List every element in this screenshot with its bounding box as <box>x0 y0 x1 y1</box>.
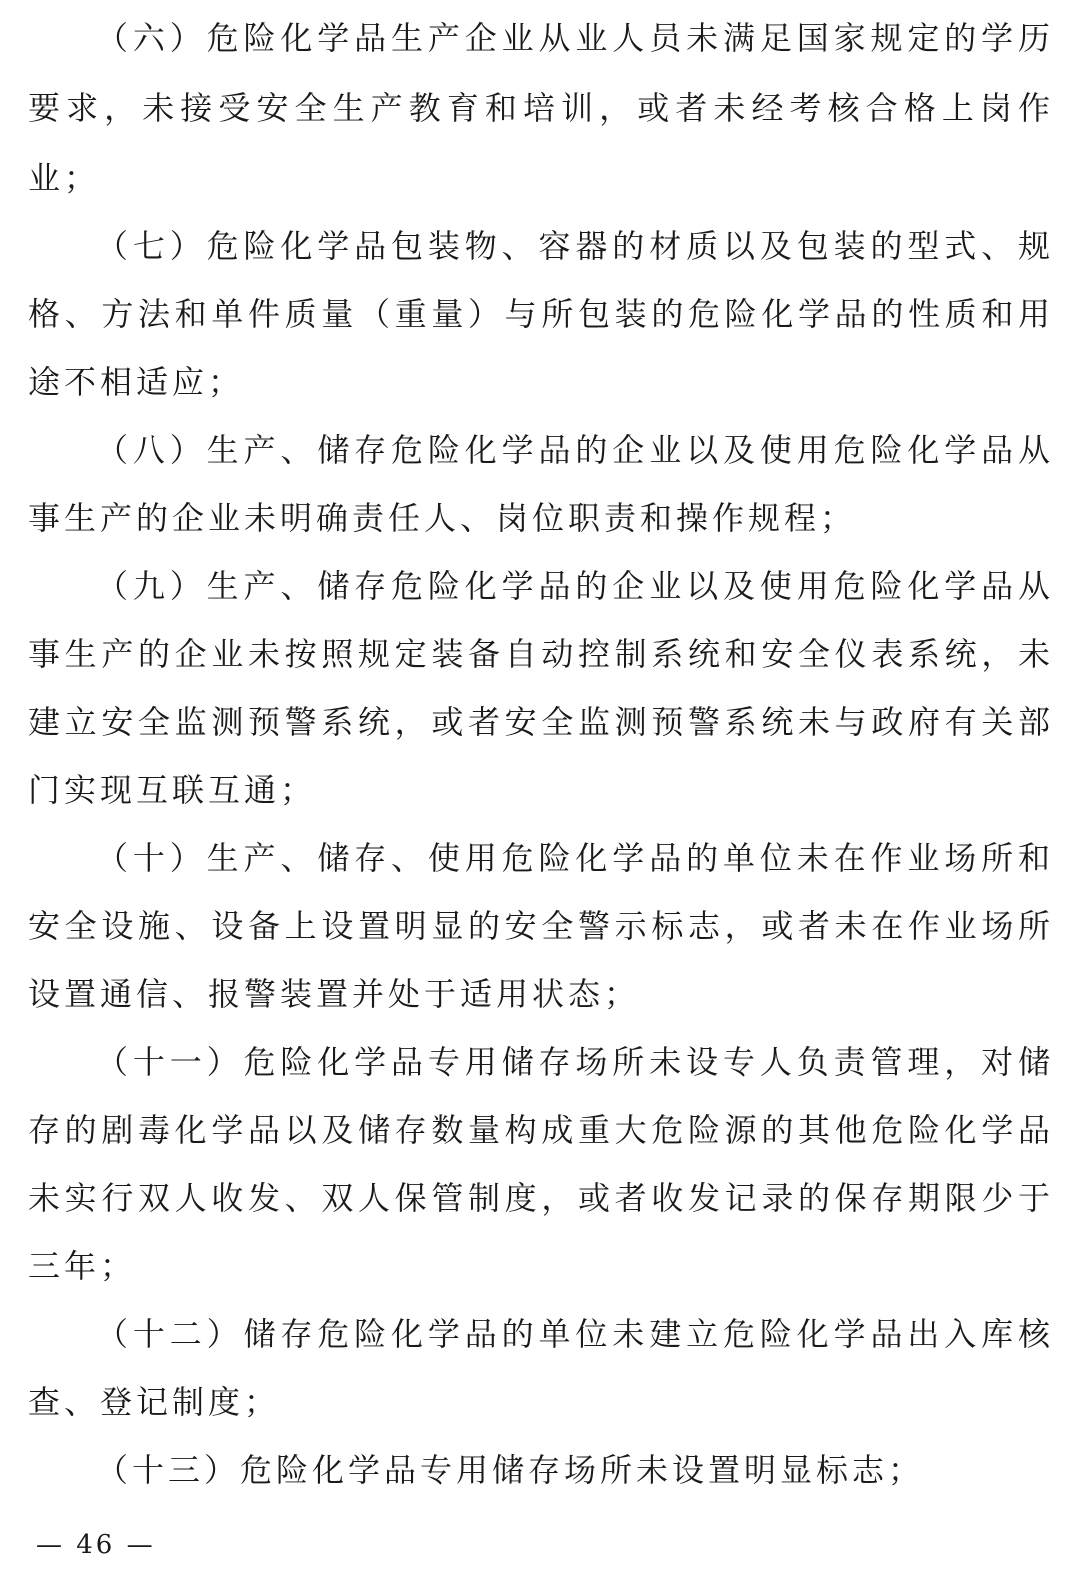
text-line-10: 事生产的企业未按照规定装备自动控制系统和安全仪表系统，未 <box>28 635 1054 673</box>
text-line-20: （十二）储存危险化学品的单位未建立危险化学品出入库核 <box>96 1315 1054 1353</box>
text-line-9: （九）生产、储存危险化学品的企业以及使用危险化学品从 <box>96 567 1054 605</box>
text-line-17: 存的剧毒化学品以及储存数量构成重大危险源的其他危险化学品 <box>28 1111 1054 1149</box>
text-line-21: 查、登记制度； <box>28 1383 281 1421</box>
text-line-18: 未实行双人收发、双人保管制度，或者收发记录的保存期限少于 <box>28 1179 1054 1217</box>
text-line-4: （七）危险化学品包装物、容器的材质以及包装的型式、规 <box>96 227 1054 265</box>
text-line-22: （十三）危险化学品专用储存场所未设置明显标志； <box>96 1451 925 1489</box>
text-line-16: （十一）危险化学品专用储存场所未设专人负责管理，对储 <box>96 1043 1054 1081</box>
text-line-15: 设置通信、报警装置并处于适用状态； <box>28 975 641 1013</box>
text-line-13: （十）生产、储存、使用危险化学品的单位未在作业场所和 <box>96 839 1054 877</box>
text-line-1: （六）危险化学品生产企业从业人员未满足国家规定的学历 <box>96 19 1054 57</box>
text-line-5: 格、方法和单件质量（重量）与所包装的危险化学品的性质和用 <box>28 295 1054 333</box>
text-line-3: 业； <box>28 159 101 197</box>
text-line-6: 途不相适应； <box>28 363 245 401</box>
text-line-19: 三年； <box>28 1247 137 1285</box>
page-number: — 46 — <box>36 1530 156 1560</box>
text-line-7: （八）生产、储存危险化学品的企业以及使用危险化学品从 <box>96 431 1054 469</box>
text-line-11: 建立安全监测预警系统，或者安全监测预警系统未与政府有关部 <box>28 703 1054 741</box>
text-line-2: 要求，未接受安全生产教育和培训，或者未经考核合格上岗作 <box>28 89 1054 127</box>
text-line-8: 事生产的企业未明确责任人、岗位职责和操作规程； <box>28 499 857 537</box>
text-line-12: 门实现互联互通； <box>28 771 317 809</box>
text-line-14: 安全设施、设备上设置明显的安全警示标志，或者未在作业场所 <box>28 907 1054 945</box>
